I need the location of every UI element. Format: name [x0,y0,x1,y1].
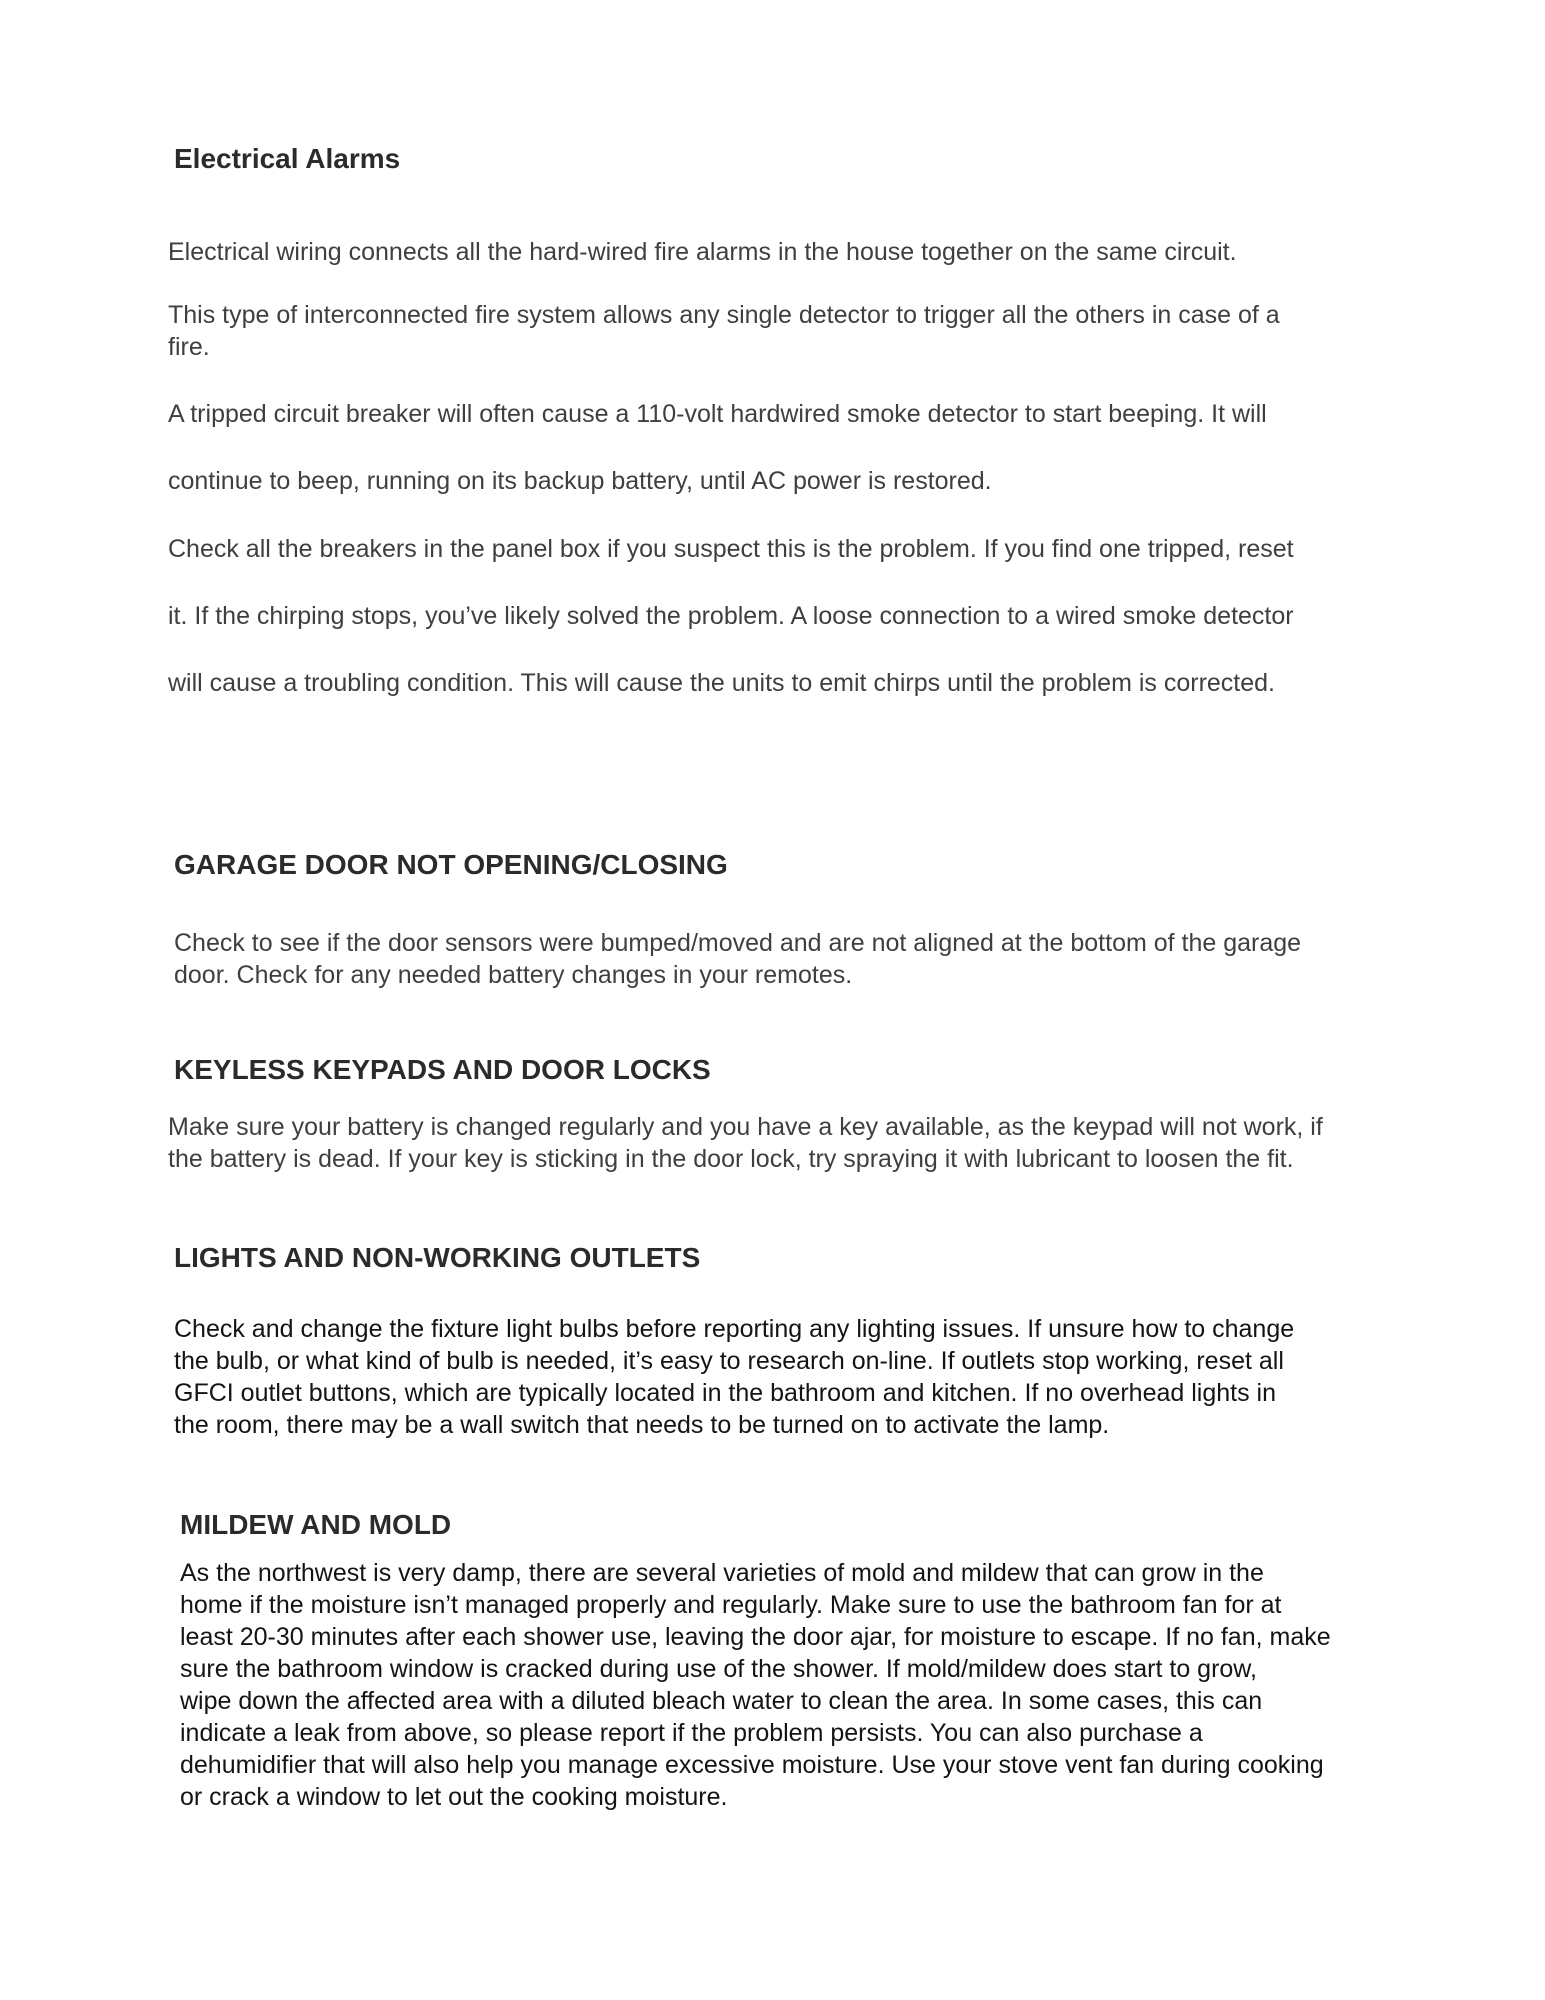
electrical-line-5: continue to beep, running on its backup battery, until AC power is restored. [168,467,992,495]
garage-door-heading: GARAGE DOOR NOT OPENING/CLOSING [174,849,728,880]
mildew-line-8: or crack a window to let out the cooking moisture. [180,1783,728,1811]
lights-line-1: Check and change the fixture light bulbs before reporting any lighting issues. If unsure how to change [174,1315,1295,1343]
electrical-line-8: will cause a troubling condition. This will cause the units to emit chirps until the problem is corrected. [168,669,1276,697]
electrical-line-6: Check all the breakers in the panel box if you suspect this is the problem. If you find one tripped, reset [168,535,1294,563]
lights-line-3: GFCI outlet buttons, which are typically located in the bathroom and kitchen. If no overhead lights in [174,1379,1277,1407]
lights-line-2: the bulb, or what kind of bulb is needed, it’s easy to research on-line. If outlets stop working, reset all [174,1347,1284,1375]
keyless-line-1: Make sure your battery is changed regularly and you have a key available, as the keypad will not work, if [168,1113,1323,1141]
lights-outlets-heading: LIGHTS AND NON-WORKING OUTLETS [174,1242,701,1273]
mildew-line-2: home if the moisture isn’t managed properly and regularly. Make sure to use the bathroom fan for at [180,1591,1282,1619]
mildew-line-7: dehumidifier that will also help you manage excessive moisture. Use your stove vent fan during cooking [180,1751,1324,1779]
keyless-keypads-heading: KEYLESS KEYPADS AND DOOR LOCKS [174,1054,711,1085]
lights-line-4: the room, there may be a wall switch that needs to be turned on to activate the lamp. [174,1411,1110,1439]
mildew-line-1: As the northwest is very damp, there are several varieties of mold and mildew that can grow in the [180,1559,1264,1587]
mildew-line-5: wipe down the affected area with a diluted bleach water to clean the area. In some cases, this can [180,1687,1263,1715]
mildew-line-4: sure the bathroom window is cracked during use of the shower. If mold/mildew does start to grow, [180,1655,1257,1683]
keyless-line-2: the battery is dead. If your key is sticking in the door lock, try spraying it with lubricant to loosen the fit. [168,1145,1294,1173]
electrical-line-2: This type of interconnected fire system allows any single detector to trigger all the others in case of a [168,301,1280,329]
electrical-line-7: it. If the chirping stops, you’ve likely solved the problem. A loose connection to a wired smoke detector [168,602,1294,630]
electrical-alarms-heading: Electrical Alarms [174,143,401,174]
mildew-line-3: least 20-30 minutes after each shower use, leaving the door ajar, for moisture to escape. If no fan, make [180,1623,1331,1651]
mildew-line-6: indicate a leak from above, so please report if the problem persists. You can also purchase a [180,1719,1203,1747]
garage-line-2: door. Check for any needed battery changes in your remotes. [174,961,853,989]
electrical-line-3: fire. [168,333,210,361]
electrical-line-1: Electrical wiring connects all the hard-wired fire alarms in the house together on the same circuit. [168,238,1237,266]
electrical-line-4: A tripped circuit breaker will often cause a 110-volt hardwired smoke detector to start beeping. It will [168,400,1267,428]
mildew-mold-heading: MILDEW AND MOLD [180,1509,452,1540]
garage-line-1: Check to see if the door sensors were bumped/moved and are not aligned at the bottom of the garage [174,929,1302,957]
